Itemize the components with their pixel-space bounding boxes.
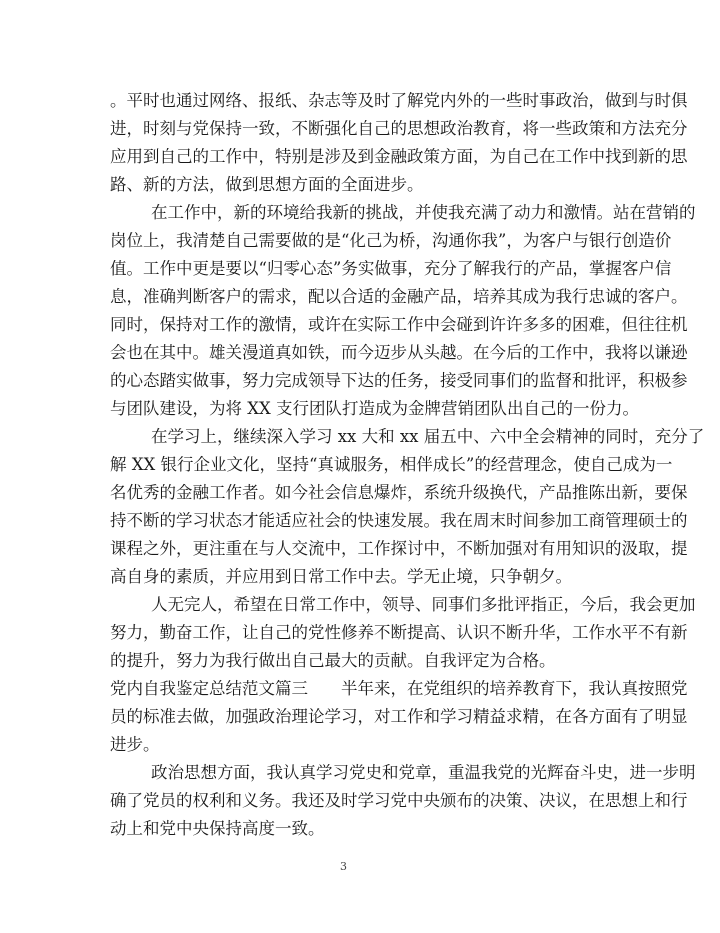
text-line: 的心态踏实做事，努力完成领导下达的任务，接受同事们的监督和批评，积极参 xyxy=(110,371,688,390)
text-line: 努力，勤奋工作，让自己的党性修养不断提高、认识不断升华，工作水平不有新 xyxy=(110,623,688,642)
text-line: 路、新的方法，做到思想方面的全面进步。 xyxy=(110,175,424,194)
text-line: 同时，保持对工作的激情，或许在实际工作中会碰到许许多多的困难，但往往机 xyxy=(110,315,688,334)
text-line: 应用到自己的工作中，特别是涉及到金融政策方面，为自己在工作中找到新的思 xyxy=(110,147,688,166)
text-line: 。平时也通过网络、报纸、杂志等及时了解党内外的一些时事政治，做到与时俱 xyxy=(110,91,688,110)
text-line: 持不断的学习状态才能适应社会的快速发展。我在周末时间参加工商管理硕士的 xyxy=(110,511,688,530)
text-line: 与团队建设，为将 XX 支行团队打造成为金牌营销团队出自己的一份力。 xyxy=(110,399,639,418)
text-line: 名优秀的金融工作者。如今社会信息爆炸，系统升级换代，产品推陈出新，要保 xyxy=(110,483,688,502)
text-line: 确了党员的权利和义务。我还及时学习党中央颁布的决策、决议，在思想上和行 xyxy=(110,791,688,810)
text-line: 值。工作中更是要以“归零心态”务实做事，充分了解我行的产品，掌握客户信 xyxy=(110,259,672,278)
paragraph-start-line: 政治思想方面，我认真学习党史和党章，重温我党的光辉奋斗史，进一步明 xyxy=(151,763,696,782)
text-line: 息，准确判断客户的需求，配以合适的金融产品，培养其成为我行忠诚的客户。 xyxy=(110,287,688,306)
text-line: 动上和党中央保持高度一致。 xyxy=(110,819,325,838)
section-heading-line: 党内自我鉴定总结范文篇三 半年来，在党组织的培养教育下，我认真按照党 xyxy=(110,679,688,698)
text-line: 进步。 xyxy=(110,735,160,754)
paragraph-start-line: 在工作中，新的环境给我新的挑战，并使我充满了动力和激情。站在营销的 xyxy=(151,203,696,222)
text-line: 的提升，努力为我行做出自己最大的贡献。自我评定为合格。 xyxy=(110,651,556,670)
text-line: 会也在其中。雄关漫道真如铁，而今迈步从头越。在今后的工作中，我将以谦逊 xyxy=(110,343,688,362)
text-line: 课程之外，更注重在与人交流中，工作探讨中，不断加强对有用知识的汲取，提 xyxy=(110,539,688,558)
text-line: 进，时刻与党保持一致，不断强化自己的思想政治教育，将一些政策和方法充分 xyxy=(110,119,688,138)
text-line: 岗位上，我清楚自己需要做的是“化己为桥，沟通你我”，为客户与银行创造价 xyxy=(110,231,672,250)
paragraph-start-line: 人无完人，希望在日常工作中，领导、同事们多批评指正，今后，我会更加 xyxy=(151,595,696,614)
text-line: 解 XX 银行企业文化，坚持“真诚服务，相伴成长”的经营理念，使自己成为一 xyxy=(110,455,673,474)
text-line: 员的标准去做，加强政治理论学习，对工作和学习精益求精，在各方面有了明显 xyxy=(110,707,688,726)
page-number: 3 xyxy=(340,860,347,873)
paragraph-start-line: 在学习上，继续深入学习 xx 大和 xx 届五中、六中全会精神的同时，充分了 xyxy=(151,427,705,446)
text-line: 高自身的素质，并应用到日常工作中去。学无止境，只争朝夕。 xyxy=(110,567,572,586)
